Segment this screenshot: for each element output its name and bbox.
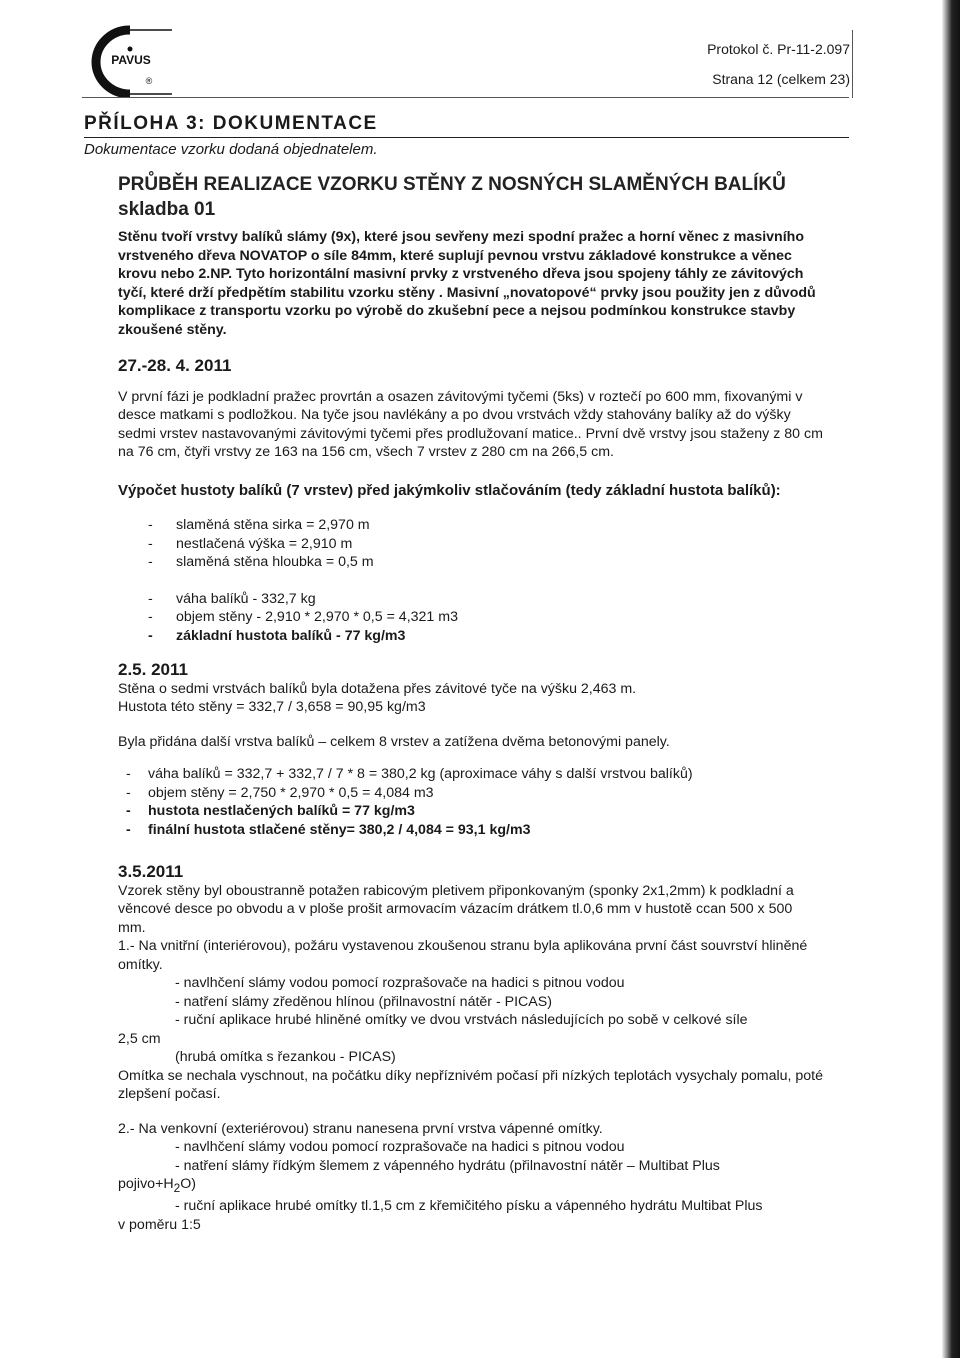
phase2-added: Byla přidána další vrstva balíků – celkem 8 vrstev a zatížena dvěma betonovými panely. bbox=[118, 733, 670, 750]
main-title-composition: skladba 01 bbox=[118, 199, 216, 220]
phase3-subitem: - natření slámy řídkým šlemem z vápenného hydrátu (přilnavostní nátěr – Multibat Plus bbox=[175, 1157, 720, 1174]
header-rule bbox=[82, 97, 849, 98]
appendix-title: PŘÍLOHA 3: DOKUMENTACE bbox=[84, 113, 378, 134]
header-info bbox=[660, 34, 850, 94]
page-number: Strana 12 (celkem 23) bbox=[712, 71, 850, 87]
phase3-subitem-cont: v poměru 1:5 bbox=[118, 1216, 201, 1233]
protocol-number: Protokol č. Pr-11-2.097 bbox=[707, 41, 850, 57]
date-heading-2: 2.5. 2011 bbox=[118, 660, 188, 679]
list-item: - nestlačená výška = 2,910 m bbox=[118, 535, 823, 554]
header-divider bbox=[852, 30, 853, 98]
list-item: - finální hustota stlačené stěny= 380,2 / 4,084 = 93,1 kg/m3 bbox=[118, 821, 823, 840]
phase2-line: Hustota této stěny = 332,7 / 3,658 = 90,95 kg/m3 bbox=[118, 699, 426, 715]
phase3-subitem: - ruční aplikace hrubé omítky tl.1,5 cm z křemičitého písku a vápenného hydrátu Multibat Plus bbox=[175, 1198, 763, 1215]
list-item: - váha balíků - 332,7 kg bbox=[118, 590, 823, 609]
list-item: - objem stěny - 2,910 * 2,970 * 0,5 = 4,321 m3 bbox=[118, 608, 823, 627]
phase3-subitem: - natření slámy zředěnou hlínou (přilnavostní nátěr - PICAS) bbox=[175, 993, 552, 1010]
date-heading-3: 3.5.2011 bbox=[118, 862, 184, 881]
density-calc-heading: Výpočet hustoty balíků (7 vrstev) před jakýmkoliv stlačováním (tedy základní hustota balíků): bbox=[118, 481, 781, 499]
list-item: - slaměná stěna sirka = 2,970 m bbox=[118, 516, 823, 535]
main-title bbox=[118, 172, 786, 222]
phase1-paragraph: V první fázi je podkladní pražec provrtán a osazen závitovými tyčemi (5ks) v roztečí po 600 mm, fixovanými v desce matkami s podložkou. Na tyče jsou navlékány a po dvou vrstvách vždy stahovány balíky až do výšky sedmi vrstev nastavovanými závitovými tyčemi přes prodlužovaní matice.. První dvě vrstvy jsou staženy z 80 cm na 76 cm, čtyři vrstvy ze 163 na 156 cm, všech 7 vrstev z 280 cm na 266,5 cm. bbox=[118, 388, 823, 460]
phase3-subitem: (hrubá omítka s řezankou - PICAS) bbox=[175, 1049, 396, 1065]
list-item: - objem stěny = 2,750 * 2,970 * 0,5 = 4,084 m3 bbox=[118, 784, 823, 803]
page-edge-shadow bbox=[942, 0, 960, 1358]
phase2-list bbox=[118, 765, 823, 839]
list-item: - slaměná stěna hloubka = 0,5 m bbox=[118, 553, 823, 572]
pavus-logo bbox=[80, 24, 172, 98]
phase3-subitem: - navlhčení slámy vodou pomocí rozprašovače na hadici s pitnou vodou bbox=[175, 1139, 625, 1155]
list-item: - váha balíků = 332,7 + 332,7 / 7 * 8 = 380,2 kg (aproximace váhy s další vrstvou balíků) bbox=[118, 765, 823, 784]
list-item: - základní hustota balíků - 77 kg/m3 bbox=[118, 627, 823, 646]
phase3-subitem: - navlhčení slámy vodou pomocí rozprašovače na hadici s pitnou vodou bbox=[175, 975, 625, 991]
date-heading-1: 27.-28. 4. 2011 bbox=[118, 356, 232, 375]
document-body bbox=[118, 228, 823, 1234]
phase2-line: Stěna o sedmi vrstvách balíků byla dotažena přes závitové tyče na výšku 2,463 m. bbox=[118, 680, 637, 697]
appendix-rule bbox=[84, 137, 849, 138]
main-title-line: PRŮBĚH REALIZACE VZORKU STĚNY Z NOSNÝCH SLAMĚNÝCH BALÍKŮ bbox=[118, 174, 786, 195]
phase3-item: 1.- Na vnitřní (interiérovou), požáru vystavenou zkoušenou stranu byla aplikována první část souvrství hliněné omítky. bbox=[118, 938, 808, 973]
phase3-paragraph: Vzorek stěny byl oboustranně potažen rabicovým pletivem připonkovaným (sponky 2x1,2mm) k podkladní a věncové desce po obvodu a v ploše prošit armovacím vázacím drátkem tl.0,6 mm v hustotě ccan 500 x 500 mm. bbox=[118, 882, 794, 936]
phase3-paragraph: Omítka se nechala vyschnout, na počátku díky nepříznivém počasí při nízkých teplotách vysychaly pomalu, poté zlepšení počasí. bbox=[118, 1067, 824, 1102]
phase3-subitem-cont: $pojivo+H_2O$) bbox=[118, 1176, 196, 1195]
intro-paragraph: Stěnu tvoří vrstvy balíků slámy (9x), které jsou sevřeny mezi spodní pražec a horní věnec z masivního vrstveného dřeva NOVATOP o síle 84mm, které suplují pevnou vrstvu základové konstrukce a věnec krovu nebo 2.NP. Tyto horizontální masivní prvky z vrstveného dřeva jsou spojeny táhly ze závitových tyčí, které drží předpětím stabilitu vzorku stěny . Masivní „novatopové“ prvky jsou použity jen z důvodů komplikace z transportu vzorku po výrobě do zkušební pece a nejsou podmínkou konstrukce stavby zkoušené stěny. bbox=[118, 229, 816, 338]
phase3-item: 2.- Na venkovní (exteriérovou) stranu nanesena první vrstva vápenné omítky. bbox=[118, 1120, 603, 1137]
appendix-subtitle: Dokumentace vzorku dodaná objednatelem. bbox=[84, 141, 378, 158]
logo-registered-mark: ® bbox=[145, 76, 153, 86]
phase3-subitem: - ruční aplikace hrubé hliněné omítky ve dvou vrstvách následujících po sobě v celkové síle bbox=[175, 1012, 748, 1028]
logo-text: PAVUS bbox=[111, 53, 151, 67]
density-list bbox=[118, 590, 823, 646]
phase3-subitem-cont: 2,5 cm bbox=[118, 1030, 161, 1047]
dimensions-list bbox=[118, 516, 823, 572]
list-item: - hustota nestlačených balíků = 77 kg/m3 bbox=[118, 802, 823, 821]
